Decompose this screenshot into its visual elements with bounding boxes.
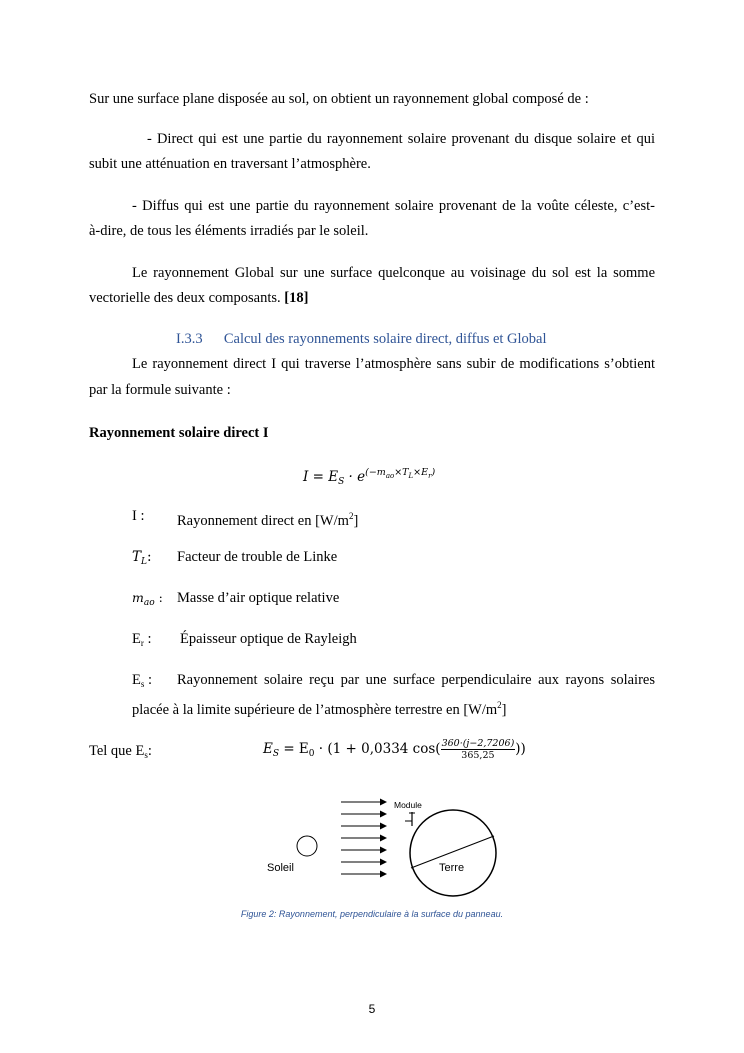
definition-text-tl: Facteur de trouble de Linke [177,549,338,565]
definition-text-er: Épaisseur optique de Rayleigh [180,631,357,647]
definition-text-mao: Masse d’air optique relative [177,590,340,606]
soleil-label: Soleil [267,862,294,874]
paragraph-direct-line1: - Direct qui est une partie du rayonnement solaire provenant du disque solaire et qui [147,131,655,147]
paragraph-global-text: vectorielle des deux composants. [89,290,281,306]
definition-text-es-line1: Rayonnement solaire reçu par une surface perpendiculaire aux rayons solaires [177,672,655,688]
definition-symbol-er: $E_r$ : [132,631,152,648]
paragraph-diffus-line1: - Diffus qui est une partie du rayonnement solaire provenant de la voûte céleste, c’est- [132,198,655,214]
subheading-direct: Rayonnement solaire direct I [89,425,269,441]
paragraph-intro: Sur une surface plane disposée au sol, on obtient un rayonnement global composé de : [89,91,589,107]
definition-text-i: Rayonnement direct en $[W/m^2]$ [177,511,359,529]
definition-text-es-line2: placée à la limite supérieure de l’atmosphère terrestre en $[W/m^2]$ [132,700,507,718]
figure-caption: Figure 2: Rayonnement, perpendiculaire à la surface du panneau. [240,909,504,919]
sun-rays [341,802,386,874]
sun-circle [297,836,317,856]
paragraph-formula-intro-line1: Le rayonnement direct I qui traverse l’atmosphère sans subir de modifications s’obtient [132,356,655,372]
definition-symbol-tl: $T_L$: [132,549,152,567]
reference-18: [18] [284,290,309,306]
earth-circle [410,810,496,896]
definition-symbol-i: I : [132,508,145,524]
formula-direct-radiation: $I = E_S \cdot e^{(-m_{ao}\times T_L\times E_r)}$ [303,467,436,487]
page-number: 5 [368,1002,376,1016]
definition-symbol-mao: $m_{ao}$ : [132,590,163,608]
tel-que-label: Tel que $E_s$: [89,743,152,760]
terre-label: Terre [439,862,465,874]
formula-fraction: $\frac{360\cdot(j-2,7206)}{365,25}$ [441,738,515,761]
paragraph-diffus-line2: à-dire, de tous les éléments irradiés par le soleil. [89,223,369,239]
section-title: Calcul des rayonnements solaire direct, diffus et Global [223,331,547,347]
formula-extraterrestrial: $E_S = E_0 \cdot (1 + 0,0334$ cos( $\frac{360\cdot(j-2,7206)}{365,25}$ )) [263,738,526,761]
paragraph-direct-line2: subit une atténuation en traversant l’atmosphère. [89,156,371,172]
section-number: I.3.3 [176,331,203,347]
module-label: Module [394,800,422,810]
paragraph-formula-intro-line2: par la formule suivante : [89,382,231,398]
paragraph-global-line1: Le rayonnement Global sur une surface quelconque au voisinage du sol est la somme [132,265,655,281]
definition-symbol-es: $E_s$ : [132,672,153,689]
